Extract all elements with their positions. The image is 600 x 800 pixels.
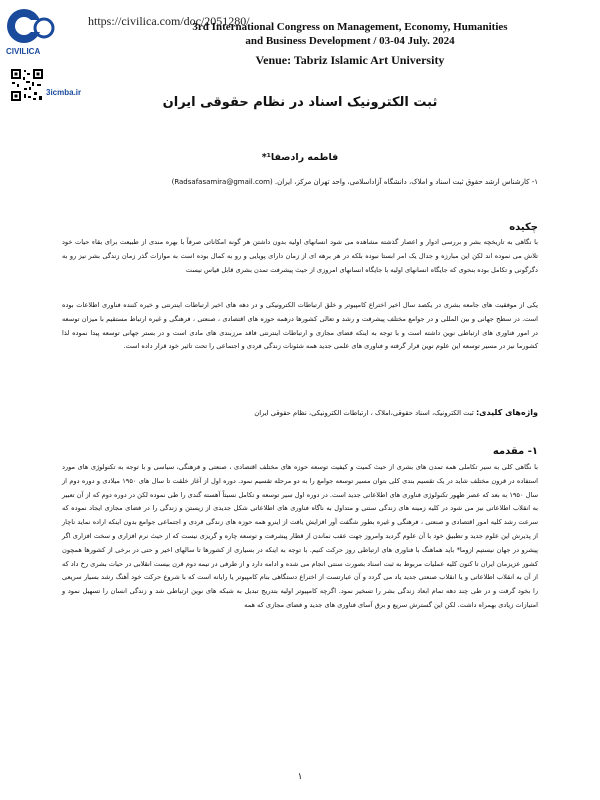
keywords-text: ثبت الکترونیک، اسناد حقوقی،املاک ، ارتباطات الکترونیکی، نظام حقوقی ایران (254, 409, 474, 417)
abstract-paragraph-1: با نگاهی به تاریخچه بشر و بررسی ادوار و اعصار گذشته مشاهده می شود انسانهای اولیه بدون داشتن هر گونه امکاناتی صرفاً با بهره مندی از طبیعت برای بقاء حیات خود تلاش می نموده اند لکن این مبارزه و جدال یک امر ابستا نبوده بلکه در هر برهه ای از زمان دارای پویایی و رو به کمال بوده است به موازات گذر زمان زندگی بشر نیز رو به دگرگونی و تکامل بوده بنحوی که جایگاه انسانهای اولیه با جایگاه انسانهای امروزی از حیث پیشرفت تمدن بشری قابل قیاس نیست (62, 238, 538, 274)
abstract-paragraph-2: یکی از موفقیت های جامعه بشری در یکصد سال اخیر اختراع کامپیوتر و خلق ارتباطات الکترونیکی و در دهه های اخیر ارتباطات اینترنتی و خیره کننده فناوری اطلاعات بوده است. در سطح جهانی و بین المللی و در جوامع مختلف پیشرفت و رشد و تعالی کشورها درهمه حوزه های اقتصادی ، صنعتی ، فرهنگی و غیره ارتباط مستقیم با میزان توسعه در امور فناوری های ارتباطی نوین داشته است و با توجه به اینکه فضای مجازی و ارتباطات اینترنتی فاقد مرزبندی های مادی است و در بستر جهانی توسعه پیدا نموده لذا کشورما نیز در مسیر توسعه این علوم نوین قرار گرفته و فناوری های علمی جدید همه شئونات زندگی فردی و اجتماعی را تحت تاثیر خود قرار داده است. (62, 301, 538, 351)
qr-code-icon[interactable] (10, 68, 44, 102)
keywords (62, 408, 538, 417)
logo-text: CIVILICA (6, 47, 41, 56)
conference-line-2: and Business Development / 03-04 July. 2024 (245, 35, 455, 47)
conference-line-1: 3rd International Congress on Management, Economy, Humanities (192, 21, 508, 33)
author-affiliation: ۱- کارشناس ارشد حقوق ثبت اسناد و املاک، دانشگاه آزاداسلامی، واحد تهران مرکز، ایران. (Radsafasamira@gmail.com) (171, 178, 538, 186)
conference-venue: Venue: Tabriz Islamic Art University (255, 53, 445, 67)
paper-title: ثبت الکترونیک اسناد در نظام حقوقی ایران (162, 95, 438, 110)
keywords-label: واژه‌های کلیدی: (475, 408, 538, 417)
abstract-heading: چکیده (509, 222, 538, 233)
intro-heading: ۱- مقدمه (492, 446, 538, 457)
header-url[interactable]: https://civilica.com/doc/2051280/ (88, 14, 250, 28)
page-number: ۱ (297, 772, 303, 782)
conference-info (150, 20, 550, 67)
intro-paragraph: با نگاهی کلی به سیر تکاملی همه تمدن های بشری از حیث کمیت و کیفیت توسعه حوزه های مختلف اقتصادی ، صنعتی و فرهنگی، سیاسی و با توجه به تکنولوژی های مورد استفاده در قرون مختلف شاید در یک تقسیم بندی کلی بتوان مسیر توسعه جوامع را به دو مرحله تقسیم نمود. دوره اول از آغاز خلقت تا سال های ۱۹۵۰ میلادی و دوره دوم از سال ۱۹۵۰ به بعد که عصر ظهور تکنولوژی فناوری های اطلاعاتی جدید است. در دوره اول سیر توسعه و تکامل نسبتاً آهسته گندی را طی نموده لکن در دوره دوم که از آن تعبیر به انقلاب اطلاعاتی نیز می شود در کلیه زمینه های زندگی سنتی و متداول به ناگاه فناوری های اطلاعاتی شکل جدیدی از زیستن و زندگی را در فضای مجازی ایجاد نموده که سرعت رشد کلیه امور اقتصادی و صنعتی ، فرهنگی و غیره بطور شگفت آور افزایش یافت از اینرو همه حوزه های زندگی فردی و اجتماعی جوامع بدون اینکه اراده نماید ناچار از پذیرش این علوم جدید و تطبیق خود با آن علوم گردید وامروز جهت عقب نماندن از قطار پیشرفت و توسعه چاره و گریزی نیست که از حیث نرم افزاری و سخت افزاری اگر پیشرو در جهان نیستیم ازوما* باید هماهنگ با فناوری های ارتباطی روز حرکت کنیم. با توجه به اینکه در بسیاری از کشورها تا سالهای اخیر و حتی در برخی از کشورها همچون کشور عزیزمان ایران تا کنون کلیه عملیات مربوط به ثبت اسناد بصورت سنتی انجام می شده و ادامه دارد و از طرفی در نیمه دوم قرن بیست انقلابی در حیات بشری رخ داد که از آن به انقلاب اطلاعاتی و یا انقلاب صنعتی جدید یاد می گردد و آن عبارتست از اختراع دستگاهی بنام کامپیوتر یا رایانه است که با شروع حرکت خود آهنگ رشد بسیار سریعی را بخود گرفت و در طی چند دهه تمام ابعاد زندگی بشر را تسخیر نمود. اگرچه کامپیوتر اولیه بتدریج تبدیل به شبکه های نوین ارتباطی شد و زندگی انسان را تسهیل نمود و امتیازات زیادی بهمراه داشت. لکن این گسترش سریع و برق آسای فناوری های جدید و فضای مجازی که همه (62, 463, 538, 609)
conference-site[interactable]: 3icmba.ir (46, 88, 82, 97)
author-name: فاطمه رادصفا¹* (261, 152, 339, 163)
